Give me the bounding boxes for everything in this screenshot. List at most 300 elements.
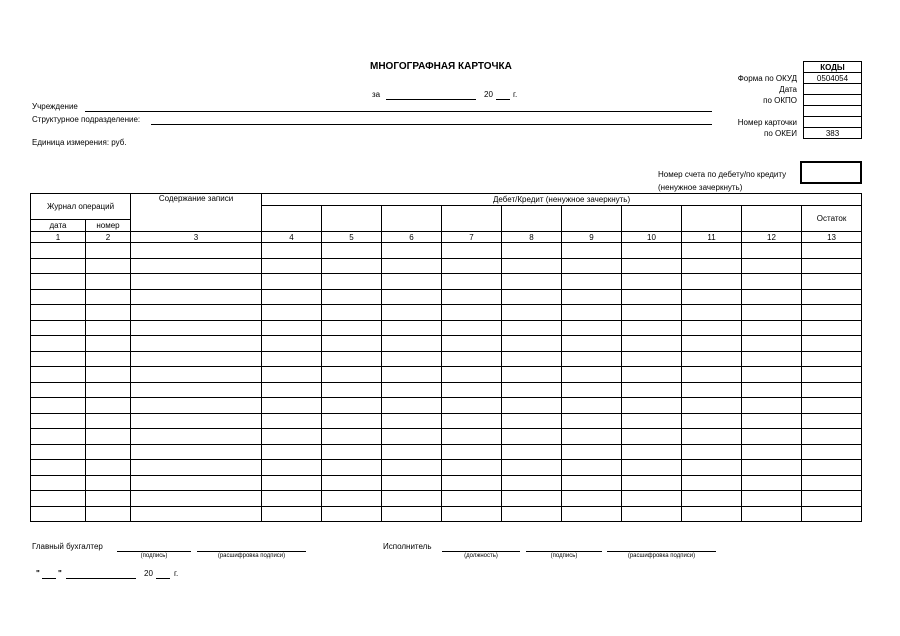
table-cell[interactable] bbox=[382, 413, 442, 429]
table-cell[interactable] bbox=[742, 351, 802, 367]
table-cell[interactable] bbox=[442, 289, 502, 305]
table-cell[interactable] bbox=[262, 274, 322, 290]
okud-value[interactable]: 0504054 bbox=[804, 73, 862, 84]
table-cell[interactable] bbox=[742, 274, 802, 290]
column-number: 2 bbox=[86, 232, 131, 243]
table-cell[interactable] bbox=[86, 289, 131, 305]
table-cell[interactable] bbox=[31, 336, 86, 352]
table-cell[interactable] bbox=[802, 351, 862, 367]
table-cell[interactable] bbox=[562, 413, 622, 429]
table-cell[interactable] bbox=[382, 289, 442, 305]
table-cell[interactable] bbox=[442, 243, 502, 259]
date-year-suffix: г. bbox=[174, 569, 179, 578]
period-input[interactable] bbox=[386, 99, 476, 100]
table-cell[interactable] bbox=[622, 336, 682, 352]
table-cell[interactable] bbox=[131, 305, 262, 321]
table-cell[interactable] bbox=[31, 491, 86, 507]
date-year-input[interactable] bbox=[156, 578, 170, 579]
table-cell[interactable] bbox=[682, 258, 742, 274]
dc-col-8 bbox=[682, 206, 742, 232]
executor-decoding-caption: (расшифровка подписи) bbox=[627, 553, 696, 559]
table-cell[interactable] bbox=[622, 382, 682, 398]
table-cell[interactable] bbox=[802, 243, 862, 259]
table-cell[interactable] bbox=[442, 429, 502, 445]
table-cell[interactable] bbox=[562, 274, 622, 290]
dc-col-6 bbox=[562, 206, 622, 232]
executor-position-input[interactable] bbox=[442, 551, 520, 552]
table-cell[interactable] bbox=[802, 460, 862, 476]
table-cell[interactable] bbox=[442, 413, 502, 429]
table-cell[interactable] bbox=[442, 398, 502, 414]
table-cell[interactable] bbox=[31, 398, 86, 414]
table-cell[interactable] bbox=[802, 398, 862, 414]
table-cell[interactable] bbox=[322, 274, 382, 290]
table-cell[interactable] bbox=[262, 289, 322, 305]
table-cell[interactable] bbox=[682, 243, 742, 259]
dc-col-4 bbox=[442, 206, 502, 232]
date-value[interactable] bbox=[804, 84, 862, 95]
table-cell[interactable] bbox=[262, 460, 322, 476]
table-cell[interactable] bbox=[322, 491, 382, 507]
table-cell[interactable] bbox=[682, 429, 742, 445]
table-cell[interactable] bbox=[442, 382, 502, 398]
table-cell[interactable] bbox=[622, 274, 682, 290]
table-cell[interactable] bbox=[742, 258, 802, 274]
table-cell[interactable] bbox=[622, 506, 682, 522]
table-cell[interactable] bbox=[802, 305, 862, 321]
table-cell[interactable] bbox=[742, 460, 802, 476]
table-cell[interactable] bbox=[802, 336, 862, 352]
table-cell[interactable] bbox=[562, 336, 622, 352]
table-cell[interactable] bbox=[31, 289, 86, 305]
table-cell[interactable] bbox=[322, 444, 382, 460]
table-cell[interactable] bbox=[382, 506, 442, 522]
table-cell[interactable] bbox=[562, 258, 622, 274]
account-hint: (ненужное зачеркнуть) bbox=[658, 183, 743, 192]
table-cell[interactable] bbox=[86, 320, 131, 336]
table-cell[interactable] bbox=[262, 429, 322, 445]
table-cell[interactable] bbox=[322, 475, 382, 491]
table-cell[interactable] bbox=[442, 274, 502, 290]
table-cell[interactable] bbox=[502, 382, 562, 398]
table-cell[interactable] bbox=[682, 444, 742, 460]
table-cell[interactable] bbox=[262, 382, 322, 398]
table-cell[interactable] bbox=[802, 274, 862, 290]
codes-header: КОДЫ bbox=[804, 62, 862, 73]
table-cell[interactable] bbox=[86, 398, 131, 414]
table-cell[interactable] bbox=[502, 460, 562, 476]
subdivision-input[interactable] bbox=[151, 124, 712, 125]
table-cell[interactable] bbox=[31, 506, 86, 522]
table-cell[interactable] bbox=[86, 258, 131, 274]
table-cell[interactable] bbox=[322, 506, 382, 522]
subdivision-label: Структурное подразделение: bbox=[32, 115, 141, 124]
table-cell[interactable] bbox=[742, 336, 802, 352]
table-cell[interactable] bbox=[382, 491, 442, 507]
table-cell[interactable] bbox=[131, 243, 262, 259]
table-cell[interactable] bbox=[86, 429, 131, 445]
table-cell[interactable] bbox=[502, 336, 562, 352]
table-cell[interactable] bbox=[31, 413, 86, 429]
table-cell[interactable] bbox=[502, 320, 562, 336]
table-cell[interactable] bbox=[131, 491, 262, 507]
column-number: 11 bbox=[682, 232, 742, 243]
table-cell[interactable] bbox=[131, 382, 262, 398]
table-cell[interactable] bbox=[86, 475, 131, 491]
table-cell[interactable] bbox=[131, 320, 262, 336]
table-cell[interactable] bbox=[322, 336, 382, 352]
table-cell[interactable] bbox=[562, 460, 622, 476]
table-cell[interactable] bbox=[802, 491, 862, 507]
table-cell[interactable] bbox=[382, 475, 442, 491]
column-number: 10 bbox=[622, 232, 682, 243]
table-cell[interactable] bbox=[382, 243, 442, 259]
table-cell[interactable] bbox=[322, 367, 382, 383]
table-cell[interactable] bbox=[802, 413, 862, 429]
dc-col-2 bbox=[322, 206, 382, 232]
institution-input[interactable] bbox=[85, 111, 712, 112]
chief-signature-caption: (подпись) bbox=[140, 553, 168, 559]
table-cell[interactable] bbox=[502, 413, 562, 429]
date-year-prefix: 20 bbox=[144, 569, 153, 578]
table-cell[interactable] bbox=[31, 367, 86, 383]
table-cell[interactable] bbox=[622, 367, 682, 383]
account-number-box[interactable] bbox=[800, 161, 862, 184]
table-cell[interactable] bbox=[382, 398, 442, 414]
table-cell[interactable] bbox=[262, 351, 322, 367]
table-cell[interactable] bbox=[802, 444, 862, 460]
table-cell[interactable] bbox=[742, 382, 802, 398]
table-cell[interactable] bbox=[442, 506, 502, 522]
table-cell[interactable] bbox=[502, 398, 562, 414]
table-cell[interactable] bbox=[682, 289, 742, 305]
journal-date-header: дата bbox=[31, 220, 86, 232]
table-cell[interactable] bbox=[682, 320, 742, 336]
table-cell[interactable] bbox=[682, 367, 742, 383]
table-row bbox=[31, 429, 862, 445]
okud-label: Форма по ОКУД bbox=[737, 73, 797, 83]
table-cell[interactable] bbox=[31, 382, 86, 398]
table-cell[interactable] bbox=[442, 444, 502, 460]
table-cell[interactable] bbox=[262, 444, 322, 460]
table-cell[interactable] bbox=[502, 258, 562, 274]
period-year-input[interactable] bbox=[496, 99, 510, 100]
table-cell[interactable] bbox=[562, 429, 622, 445]
table-cell[interactable] bbox=[131, 444, 262, 460]
card-number-label: Номер карточки bbox=[737, 117, 797, 127]
table-cell[interactable] bbox=[682, 305, 742, 321]
executor-signature-caption: (подпись) bbox=[550, 553, 578, 559]
journal-header: Журнал операций bbox=[31, 194, 131, 220]
table-cell[interactable] bbox=[262, 398, 322, 414]
blank-value[interactable] bbox=[804, 106, 862, 117]
column-number: 7 bbox=[442, 232, 502, 243]
table-cell[interactable] bbox=[562, 382, 622, 398]
table-cell[interactable] bbox=[502, 475, 562, 491]
table-cell[interactable] bbox=[562, 243, 622, 259]
table-cell[interactable] bbox=[622, 475, 682, 491]
table-cell[interactable] bbox=[622, 320, 682, 336]
table-cell[interactable] bbox=[262, 413, 322, 429]
table-cell[interactable] bbox=[322, 305, 382, 321]
table-cell[interactable] bbox=[502, 289, 562, 305]
table-cell[interactable] bbox=[682, 491, 742, 507]
table-row bbox=[31, 305, 862, 321]
table-cell[interactable] bbox=[562, 305, 622, 321]
table-cell[interactable] bbox=[802, 258, 862, 274]
table-cell[interactable] bbox=[562, 506, 622, 522]
table-cell[interactable] bbox=[622, 289, 682, 305]
table-cell[interactable] bbox=[442, 475, 502, 491]
table-cell[interactable] bbox=[382, 382, 442, 398]
table-cell[interactable] bbox=[562, 351, 622, 367]
table-cell[interactable] bbox=[622, 413, 682, 429]
column-number: 12 bbox=[742, 232, 802, 243]
table-cell[interactable] bbox=[562, 491, 622, 507]
table-cell[interactable] bbox=[742, 398, 802, 414]
table-cell[interactable] bbox=[502, 305, 562, 321]
table-cell[interactable] bbox=[322, 320, 382, 336]
column-number: 3 bbox=[131, 232, 262, 243]
table-cell[interactable] bbox=[86, 367, 131, 383]
table-cell[interactable] bbox=[622, 243, 682, 259]
table-cell[interactable] bbox=[262, 506, 322, 522]
table-cell[interactable] bbox=[442, 491, 502, 507]
table-cell[interactable] bbox=[31, 444, 86, 460]
table-cell[interactable] bbox=[742, 429, 802, 445]
table-cell[interactable] bbox=[502, 444, 562, 460]
table-cell[interactable] bbox=[562, 475, 622, 491]
table-cell[interactable] bbox=[802, 320, 862, 336]
table-cell[interactable] bbox=[442, 367, 502, 383]
okpo-value[interactable] bbox=[804, 95, 862, 106]
table-cell[interactable] bbox=[502, 243, 562, 259]
dc-col-9 bbox=[742, 206, 802, 232]
table-cell[interactable] bbox=[502, 429, 562, 445]
okei-value[interactable]: 383 bbox=[804, 128, 862, 139]
table-cell[interactable] bbox=[742, 243, 802, 259]
institution-label: Учреждение bbox=[32, 102, 78, 111]
table-cell[interactable] bbox=[131, 258, 262, 274]
table-cell[interactable] bbox=[131, 475, 262, 491]
table-cell[interactable] bbox=[502, 506, 562, 522]
table-cell[interactable] bbox=[131, 367, 262, 383]
table-cell[interactable] bbox=[382, 258, 442, 274]
table-cell[interactable] bbox=[442, 336, 502, 352]
table-cell[interactable] bbox=[131, 460, 262, 476]
table-cell[interactable] bbox=[322, 258, 382, 274]
table-row bbox=[31, 413, 862, 429]
table-cell[interactable] bbox=[262, 367, 322, 383]
table-cell[interactable] bbox=[742, 491, 802, 507]
table-cell[interactable] bbox=[382, 429, 442, 445]
table-cell[interactable] bbox=[562, 444, 622, 460]
table-cell[interactable] bbox=[742, 305, 802, 321]
column-number: 13 bbox=[802, 232, 862, 243]
table-cell[interactable] bbox=[262, 305, 322, 321]
table-cell[interactable] bbox=[442, 258, 502, 274]
table-row bbox=[31, 243, 862, 259]
table-cell[interactable] bbox=[322, 289, 382, 305]
table-cell[interactable] bbox=[502, 274, 562, 290]
table-cell[interactable] bbox=[262, 475, 322, 491]
table-cell[interactable] bbox=[802, 367, 862, 383]
dc-col-7 bbox=[622, 206, 682, 232]
table-cell[interactable] bbox=[262, 491, 322, 507]
executor-signature-input[interactable] bbox=[526, 551, 602, 552]
table-cell[interactable] bbox=[262, 320, 322, 336]
table-cell[interactable] bbox=[382, 305, 442, 321]
table-cell[interactable] bbox=[682, 475, 742, 491]
table-cell[interactable] bbox=[802, 429, 862, 445]
table-cell[interactable] bbox=[622, 258, 682, 274]
table-cell[interactable] bbox=[682, 336, 742, 352]
table-cell[interactable] bbox=[131, 413, 262, 429]
date-day-input[interactable] bbox=[42, 578, 56, 579]
table-cell[interactable] bbox=[322, 398, 382, 414]
table-cell[interactable] bbox=[742, 320, 802, 336]
table-cell[interactable] bbox=[442, 320, 502, 336]
card-number-value[interactable] bbox=[804, 117, 862, 128]
table-cell[interactable] bbox=[131, 289, 262, 305]
table-cell[interactable] bbox=[382, 320, 442, 336]
table-row bbox=[31, 258, 862, 274]
table-cell[interactable] bbox=[131, 429, 262, 445]
table-cell[interactable] bbox=[622, 491, 682, 507]
table-cell[interactable] bbox=[262, 258, 322, 274]
okei-label: по ОКЕИ bbox=[764, 128, 797, 138]
table-row bbox=[31, 475, 862, 491]
table-cell[interactable] bbox=[262, 243, 322, 259]
table-cell[interactable] bbox=[802, 475, 862, 491]
table-cell[interactable] bbox=[31, 460, 86, 476]
table-row bbox=[31, 320, 862, 336]
table-cell[interactable] bbox=[86, 413, 131, 429]
table-cell[interactable] bbox=[322, 429, 382, 445]
table-cell[interactable] bbox=[31, 320, 86, 336]
table-cell[interactable] bbox=[682, 398, 742, 414]
table-cell[interactable] bbox=[31, 351, 86, 367]
table-cell[interactable] bbox=[322, 382, 382, 398]
table-cell[interactable] bbox=[31, 274, 86, 290]
table-row bbox=[31, 398, 862, 414]
table-row bbox=[31, 351, 862, 367]
dc-col-5 bbox=[502, 206, 562, 232]
table-cell[interactable] bbox=[31, 305, 86, 321]
table-cell[interactable] bbox=[622, 398, 682, 414]
table-cell[interactable] bbox=[622, 305, 682, 321]
table-cell[interactable] bbox=[31, 429, 86, 445]
table-cell[interactable] bbox=[382, 367, 442, 383]
table-cell[interactable] bbox=[562, 289, 622, 305]
table-cell[interactable] bbox=[86, 351, 131, 367]
table-cell[interactable] bbox=[802, 289, 862, 305]
table-cell[interactable] bbox=[802, 382, 862, 398]
table-cell[interactable] bbox=[382, 460, 442, 476]
page-title: МНОГОГРАФНАЯ КАРТОЧКА bbox=[370, 61, 512, 72]
table-cell[interactable] bbox=[86, 274, 131, 290]
table-cell[interactable] bbox=[322, 413, 382, 429]
table-cell[interactable] bbox=[442, 351, 502, 367]
column-number: 8 bbox=[502, 232, 562, 243]
table-cell[interactable] bbox=[742, 413, 802, 429]
table-cell[interactable] bbox=[86, 336, 131, 352]
table-cell[interactable] bbox=[802, 506, 862, 522]
table-cell[interactable] bbox=[682, 351, 742, 367]
table-cell[interactable] bbox=[382, 444, 442, 460]
table-row bbox=[31, 367, 862, 383]
executor-decoding-input[interactable] bbox=[607, 551, 716, 552]
table-cell[interactable] bbox=[622, 460, 682, 476]
table-cell[interactable] bbox=[442, 460, 502, 476]
table-cell[interactable] bbox=[86, 305, 131, 321]
table-cell[interactable] bbox=[562, 367, 622, 383]
table-row bbox=[31, 382, 862, 398]
table-cell[interactable] bbox=[322, 460, 382, 476]
table-cell[interactable] bbox=[131, 336, 262, 352]
table-cell[interactable] bbox=[262, 336, 322, 352]
table-row bbox=[31, 444, 862, 460]
date-month-input[interactable] bbox=[66, 578, 136, 579]
table-cell[interactable] bbox=[322, 351, 382, 367]
table-cell[interactable] bbox=[622, 444, 682, 460]
table-cell[interactable] bbox=[502, 491, 562, 507]
table-cell[interactable] bbox=[131, 506, 262, 522]
table-cell[interactable] bbox=[86, 506, 131, 522]
table-cell[interactable] bbox=[682, 506, 742, 522]
column-number: 6 bbox=[382, 232, 442, 243]
table-cell[interactable] bbox=[322, 243, 382, 259]
table-cell[interactable] bbox=[31, 475, 86, 491]
table-cell[interactable] bbox=[382, 336, 442, 352]
table-cell[interactable] bbox=[31, 243, 86, 259]
table-cell[interactable] bbox=[131, 351, 262, 367]
table-cell[interactable] bbox=[682, 413, 742, 429]
codes-table bbox=[738, 61, 862, 139]
table-cell[interactable] bbox=[131, 398, 262, 414]
table-cell[interactable] bbox=[86, 444, 131, 460]
column-number: 9 bbox=[562, 232, 622, 243]
table-cell[interactable] bbox=[86, 460, 131, 476]
table-cell[interactable] bbox=[86, 382, 131, 398]
table-cell[interactable] bbox=[682, 382, 742, 398]
table-cell[interactable] bbox=[562, 320, 622, 336]
table-cell[interactable] bbox=[742, 475, 802, 491]
table-cell[interactable] bbox=[502, 351, 562, 367]
table-cell[interactable] bbox=[502, 367, 562, 383]
debit-credit-header: Дебет/Кредит (ненужное зачеркнуть) bbox=[262, 194, 862, 206]
table-cell[interactable] bbox=[382, 351, 442, 367]
table-cell[interactable] bbox=[682, 460, 742, 476]
table-cell[interactable] bbox=[742, 444, 802, 460]
table-cell[interactable] bbox=[622, 429, 682, 445]
table-cell[interactable] bbox=[682, 274, 742, 290]
executor-position-caption: (должность) bbox=[464, 553, 498, 559]
table-cell[interactable] bbox=[131, 274, 262, 290]
table-cell[interactable] bbox=[86, 243, 131, 259]
table-cell[interactable] bbox=[86, 491, 131, 507]
table-cell[interactable] bbox=[562, 398, 622, 414]
table-cell[interactable] bbox=[742, 506, 802, 522]
table-cell[interactable] bbox=[442, 305, 502, 321]
table-cell[interactable] bbox=[742, 367, 802, 383]
table-cell[interactable] bbox=[622, 351, 682, 367]
table-cell[interactable] bbox=[742, 289, 802, 305]
chief-decoding-input[interactable] bbox=[197, 551, 306, 552]
chief-signature-input[interactable] bbox=[117, 551, 191, 552]
table-cell[interactable] bbox=[382, 274, 442, 290]
table-cell[interactable] bbox=[31, 258, 86, 274]
